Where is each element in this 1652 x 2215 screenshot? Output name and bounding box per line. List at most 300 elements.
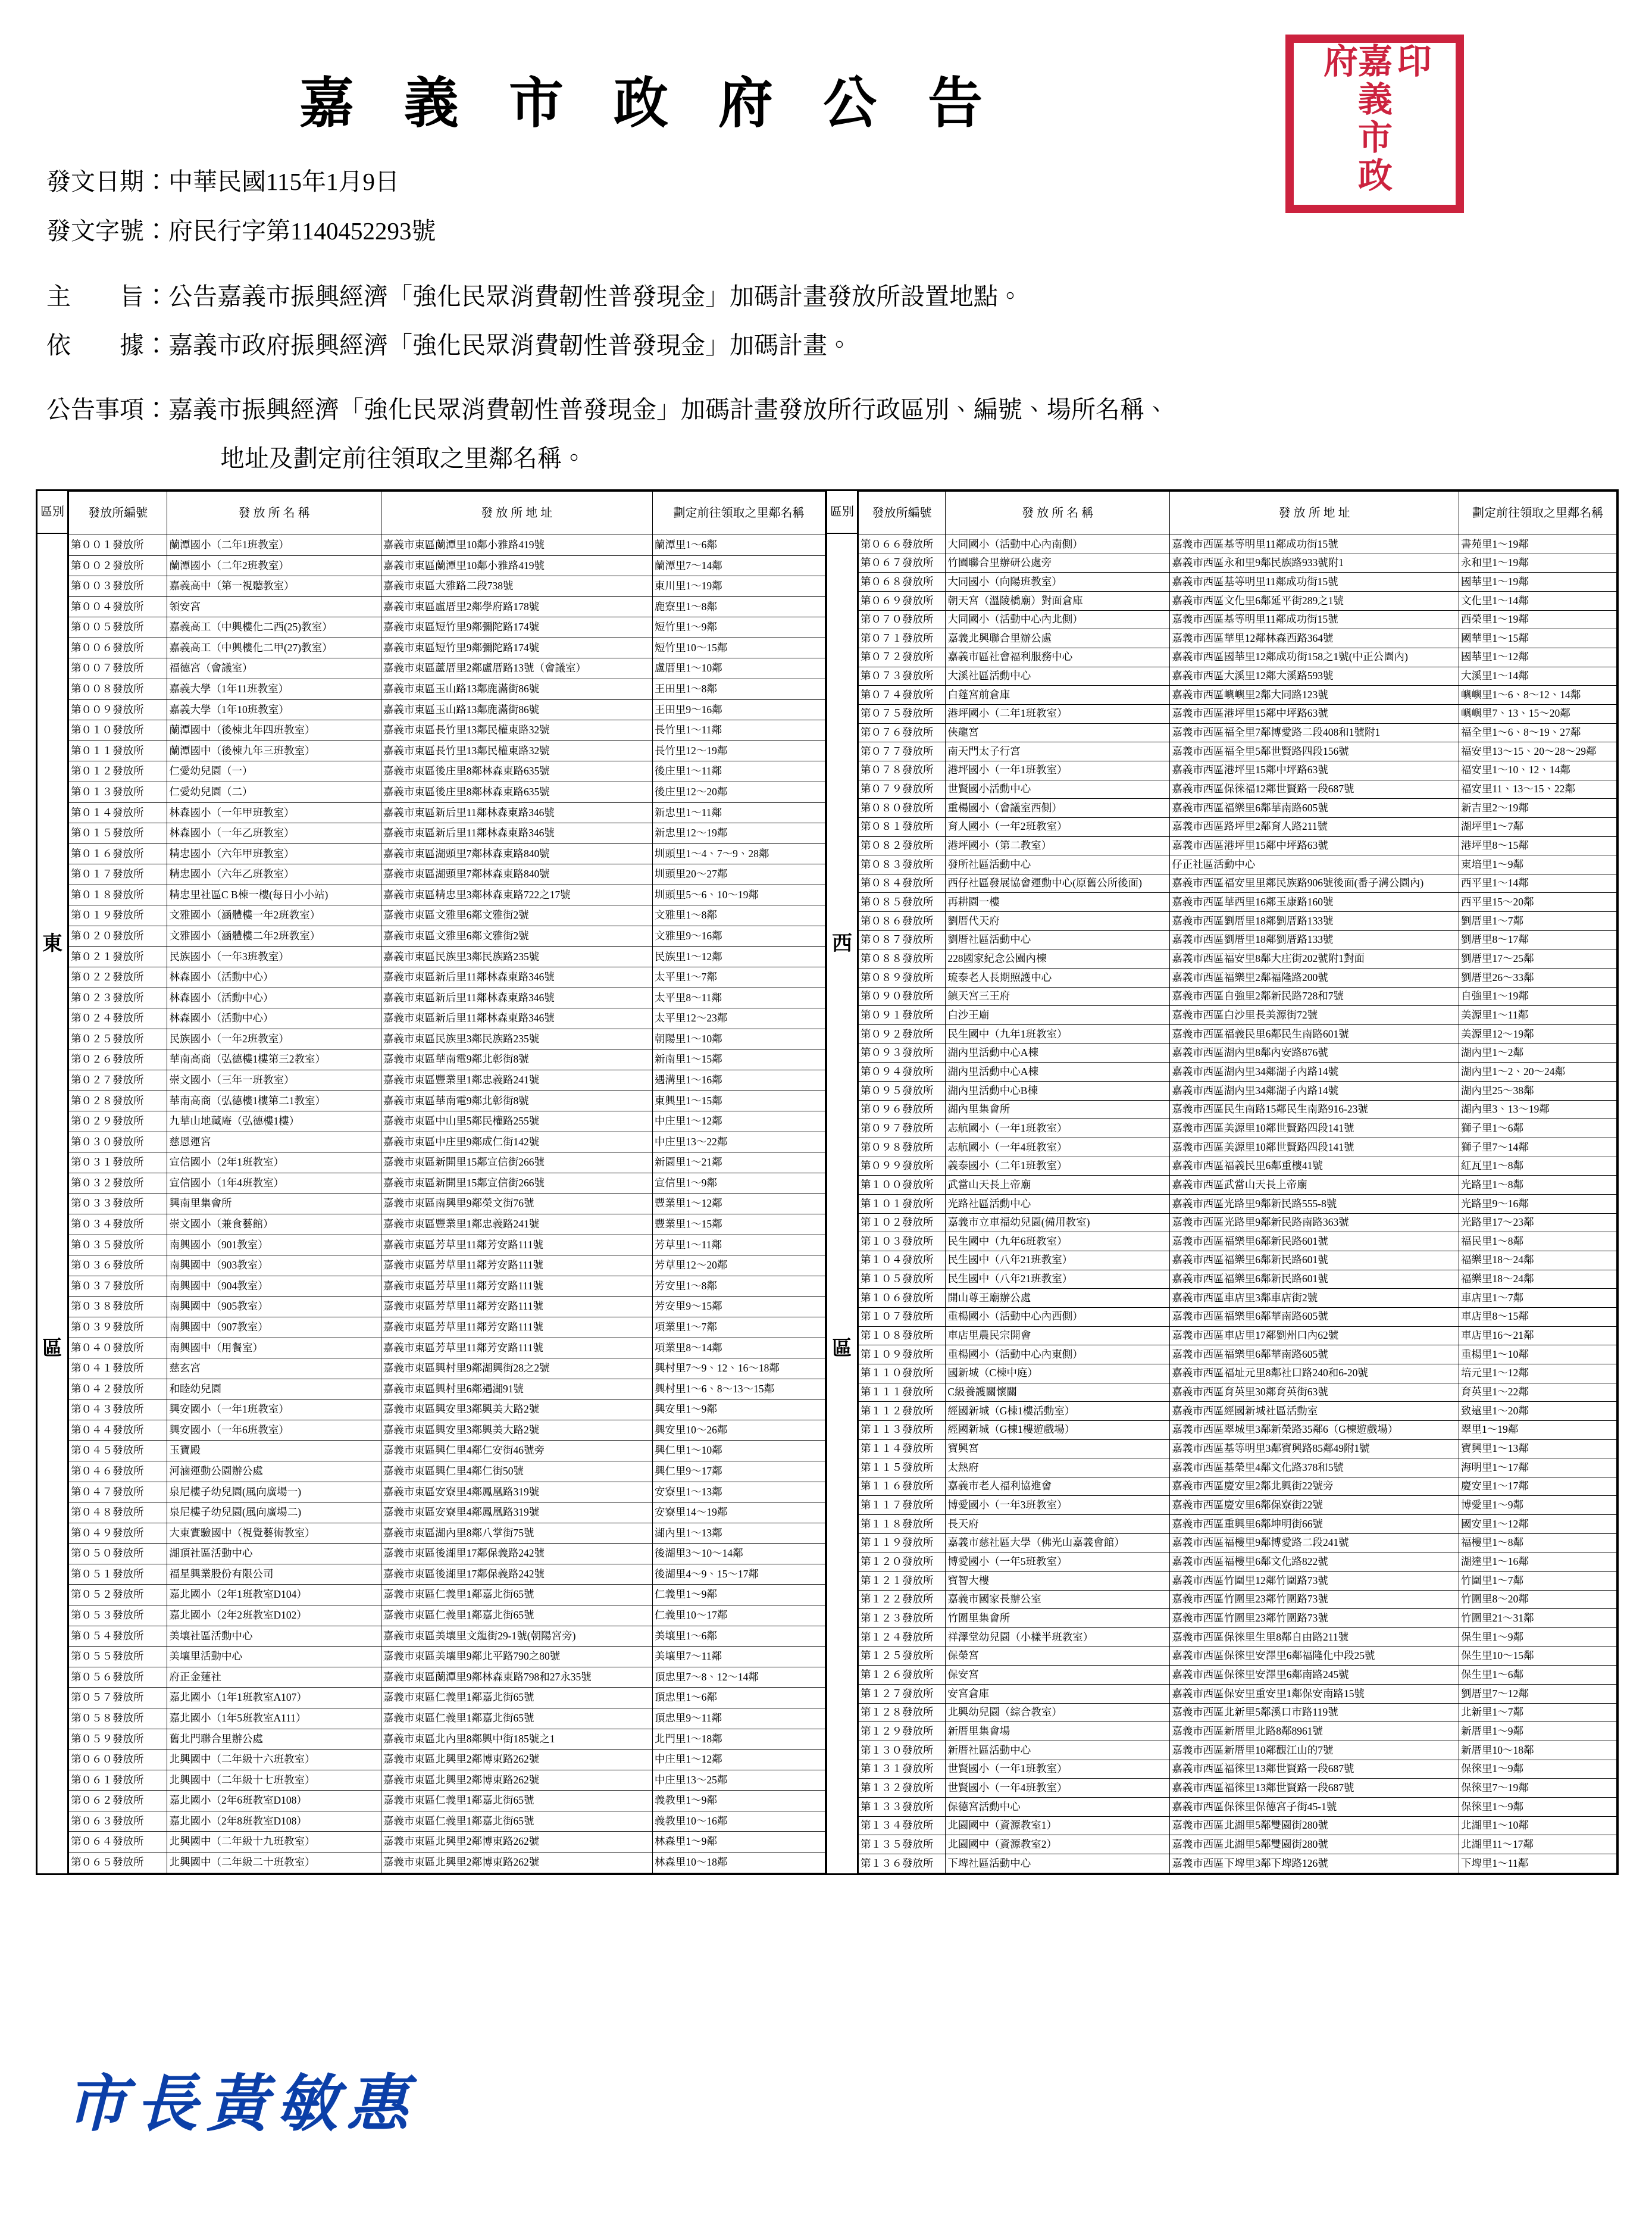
district-header-west — [827, 491, 857, 534]
cell-li-names: 仁義里10～17鄰 — [652, 1605, 825, 1626]
cell-site-no: 第１１０發放所 — [859, 1364, 946, 1383]
cell-site-name: 慈恩運宮 — [167, 1132, 381, 1152]
cell-li-names: 興仁里9～17鄰 — [652, 1461, 825, 1482]
cell-site-name: 保德宮活動中心 — [946, 1797, 1170, 1816]
cell-site-address: 嘉義市東區北興里2鄰博東路262號 — [381, 1749, 652, 1770]
cell-site-name: 大同國小（活動中心內北側） — [946, 610, 1170, 629]
cell-li-names: 福安里11、13～15、22鄰 — [1459, 780, 1617, 799]
cell-li-names: 安寮里1～13鄰 — [652, 1482, 825, 1502]
table-row — [69, 1688, 825, 1708]
cell-li-names: 保生里1～6鄰 — [1459, 1666, 1617, 1685]
cell-site-address: 嘉義市西區福樓里6鄰文化路822號 — [1170, 1552, 1459, 1572]
cell-site-no: 第１０８發放所 — [859, 1326, 946, 1345]
cell-site-address: 嘉義市西區福樂里6鄰新民路601號 — [1170, 1232, 1459, 1251]
cell-site-address: 嘉義市東區蘭潭里10鄰小雅路419號 — [381, 535, 652, 556]
cell-li-names: 湖內里1～2鄰 — [1459, 1044, 1617, 1063]
cell-site-no: 第１１８發放所 — [859, 1515, 946, 1534]
cell-site-name: 仁愛幼兒園（一） — [167, 761, 381, 782]
cell-site-name: 宣信國小（1年4班教室） — [167, 1173, 381, 1194]
cell-site-address: 嘉義市西區湖內里8鄰內安路876號 — [1170, 1044, 1459, 1063]
cell-li-names: 興安里10～26鄰 — [652, 1420, 825, 1441]
cell-site-no: 第０１０發放所 — [69, 720, 167, 741]
cell-site-no: 第１１７發放所 — [859, 1496, 946, 1515]
cell-site-no: 第０１５發放所 — [69, 823, 167, 844]
cell-site-no: 第０４３發放所 — [69, 1399, 167, 1420]
cell-site-address: 嘉義市西區北湖里5鄰雙園街280號 — [1170, 1835, 1459, 1854]
cell-site-name: 重楊國小（會議室西側） — [946, 799, 1170, 818]
table-row — [69, 658, 825, 679]
cell-li-names: 竹圍里1～7鄰 — [1459, 1572, 1617, 1591]
table-row — [69, 864, 825, 885]
cell-site-no: 第１１２發放所 — [859, 1402, 946, 1421]
cell-li-names: 致遠里1～20鄰 — [1459, 1402, 1617, 1421]
cell-site-name: 世賢國小（一年1班教室） — [946, 1760, 1170, 1779]
cell-site-address: 嘉義市東區新開里15鄰宣信街266號 — [381, 1152, 652, 1173]
cell-site-no: 第０８５發放所 — [859, 893, 946, 912]
cell-site-no: 第０６１發放所 — [69, 1770, 167, 1791]
cell-site-address: 嘉義市西區劉厝里18鄰劉厝路133號 — [1170, 912, 1459, 931]
cell-site-no: 第０３１發放所 — [69, 1152, 167, 1173]
cell-site-address: 嘉義市西區湖內里34鄰湖子內路14號 — [1170, 1082, 1459, 1101]
document-number-value: 府民行字第1140452293號 — [168, 217, 436, 245]
cell-site-address: 嘉義市西區慶安里2鄰北興街22號旁 — [1170, 1477, 1459, 1496]
cell-site-address: 嘉義市西區福樂里6鄰新民路601號 — [1170, 1251, 1459, 1270]
cell-site-name: 北園國中（資源教室2） — [946, 1835, 1170, 1854]
cell-site-address: 嘉義市東區湖內里8鄰八掌街75號 — [381, 1523, 652, 1544]
cell-li-names: 興安里1～9鄰 — [652, 1399, 825, 1420]
cell-site-name: 舊北門聯合里辦公處 — [167, 1729, 381, 1749]
table-row — [69, 1708, 825, 1729]
cell-li-names: 福樂里18～24鄰 — [1459, 1270, 1617, 1289]
table-row — [69, 1605, 825, 1626]
cell-site-address: 嘉義市東區豐業里1鄰忠義路241號 — [381, 1070, 652, 1091]
mayor-signature: 市長黃敏惠 — [65, 2067, 417, 2140]
cell-site-name: 大東實驗國中（視覺藝術教室） — [167, 1523, 381, 1544]
cell-li-names: 長竹里1～11鄰 — [652, 720, 825, 741]
cell-site-no: 第０４５發放所 — [69, 1441, 167, 1461]
cell-site-name: 南天門太子行宮 — [946, 742, 1170, 761]
cell-site-no: 第１３４發放所 — [859, 1816, 946, 1835]
cell-site-no: 第０９２發放所 — [859, 1025, 946, 1044]
cell-site-address: 嘉義市東區湖頭里7鄰林森東路840號 — [381, 843, 652, 864]
cell-li-names: 朝陽里1～10鄰 — [652, 1029, 825, 1049]
table-row — [859, 648, 1617, 667]
cell-li-names: 宣信里1～9鄰 — [652, 1173, 825, 1194]
cell-site-address: 嘉義市東區蘭潭里10鄰小雅路419號 — [381, 555, 652, 576]
cell-site-address: 嘉義市西區嶼嶼里2鄰大同路123號 — [1170, 686, 1459, 705]
cell-site-name: 領安宮 — [167, 596, 381, 617]
cell-site-name: 九華山地藏庵（弘德樓1樓） — [167, 1111, 381, 1132]
cell-li-names: 項業里1～7鄰 — [652, 1317, 825, 1338]
cell-site-address: 嘉義市東區玉山路13鄰鹿滿街86號 — [381, 679, 652, 700]
cell-li-names: 育英里1～22鄰 — [1459, 1383, 1617, 1402]
cell-site-name: 白沙王廟 — [946, 1006, 1170, 1025]
cell-site-name: 福德宮（會議室） — [167, 658, 381, 679]
cell-site-name: 保榮宮 — [946, 1647, 1170, 1666]
cell-li-names: 寶興里1～13鄰 — [1459, 1439, 1617, 1458]
cell-li-names: 福安里1～10、12、14鄰 — [1459, 761, 1617, 780]
basis-label: 依 據： — [46, 332, 168, 359]
cell-li-names: 頂忠里7～8、12～14鄰 — [652, 1667, 825, 1688]
cell-site-name: 嘉義市國家長辦公室 — [946, 1590, 1170, 1609]
cell-site-name: 世賢國小（一年4班教室） — [946, 1779, 1170, 1798]
cell-li-names: 長竹里12～19鄰 — [652, 741, 825, 761]
cell-li-names: 芳草里1～11鄰 — [652, 1235, 825, 1255]
cell-li-names: 新園里1～21鄰 — [652, 1152, 825, 1173]
cell-site-name: 西仔社區發展協會運動中心(原舊公所後面) — [946, 874, 1170, 893]
cell-site-name: 北興國中（二年級十九班教室） — [167, 1832, 381, 1852]
cell-site-no: 第０２３發放所 — [69, 988, 167, 1008]
cell-site-no: 第１１６發放所 — [859, 1477, 946, 1496]
cell-site-no: 第００２發放所 — [69, 555, 167, 576]
cell-site-address: 嘉義市西區育英里30鄰育英街63號 — [1170, 1383, 1459, 1402]
table-row — [859, 1515, 1617, 1534]
cell-site-name: 228國家紀念公園內棟 — [946, 949, 1170, 969]
cell-site-address: 嘉義市西區慶安里6鄰保寮街22號 — [1170, 1496, 1459, 1515]
cell-li-names: 北湖里11～17鄰 — [1459, 1835, 1617, 1854]
cell-site-address: 嘉義市西區美源里10鄰世賢路四段141號 — [1170, 1119, 1459, 1138]
district-label-west-2: 區 — [832, 1338, 852, 1360]
table-row — [859, 1383, 1617, 1402]
table-row — [859, 1816, 1617, 1835]
cell-site-name: 蘭潭國小（二年1班教室） — [167, 535, 381, 556]
cell-site-name: 北興國中（二年級十六班教室） — [167, 1749, 381, 1770]
table-row — [69, 843, 825, 864]
cell-li-names: 湖內里3、13～19鄰 — [1459, 1100, 1617, 1119]
cell-site-address: 嘉義市東區芳草里11鄰芳安路111號 — [381, 1317, 652, 1338]
cell-li-names: 劉厝里17～25鄰 — [1459, 949, 1617, 969]
cell-li-names: 芳安里9～15鄰 — [652, 1296, 825, 1317]
cell-li-names: 車店里16～21鄰 — [1459, 1326, 1617, 1345]
cell-site-name: 世賢國小活動中心 — [946, 780, 1170, 799]
cell-li-names: 劉厝里8～17鄰 — [1459, 930, 1617, 949]
table-header-row-west — [859, 492, 1617, 535]
cell-site-no: 第０１４發放所 — [69, 802, 167, 823]
cell-site-no: 第１０１發放所 — [859, 1194, 946, 1213]
cell-site-address: 嘉義市西區國華里12鄰成功街158之1號(中正公園內) — [1170, 648, 1459, 667]
table-row — [69, 1420, 825, 1441]
cell-li-names: 下埤里1～11鄰 — [1459, 1854, 1617, 1873]
cell-site-name: 北興國中（二年級十七班教室） — [167, 1770, 381, 1791]
table-row — [69, 1523, 825, 1544]
table-row — [69, 823, 825, 844]
cell-li-names: 王田里9～16鄰 — [652, 699, 825, 720]
cell-site-no: 第０９９發放所 — [859, 1157, 946, 1176]
cell-site-name: 嘉義高中（第一視聽教室） — [167, 576, 381, 597]
items-line-2 — [220, 446, 586, 471]
cell-site-name: 泉尼樓子幼兒園(風向廣場二) — [167, 1502, 381, 1523]
table-row — [69, 1379, 825, 1399]
cell-li-names: 書苑里1～19鄰 — [1459, 535, 1617, 554]
table-row — [69, 1585, 825, 1605]
cell-site-address: 嘉義市西區湖內里34鄰湖子內路14號 — [1170, 1063, 1459, 1082]
cell-site-name: 精忠國小（六年甲班教室） — [167, 843, 381, 864]
subject-label: 主 旨： — [46, 283, 168, 310]
cell-site-address: 嘉義市東區美壤里9鄰北平路790之80號 — [381, 1647, 652, 1667]
cell-site-address: 嘉義市東區中庄里9鄰成仁街142號 — [381, 1132, 652, 1152]
col-header-name-east: 發 放 所 名 稱 — [167, 492, 381, 535]
cell-site-no: 第０５９發放所 — [69, 1729, 167, 1749]
table-row — [69, 1729, 825, 1749]
cell-site-address: 嘉義市西區福安里里鄰民族路906號後面(番子溝公園內) — [1170, 874, 1459, 893]
cell-site-address: 嘉義市西區福址元里8鄰社口路240和6-20號 — [1170, 1364, 1459, 1383]
cell-site-name: 大同國小（向陽班教室） — [946, 573, 1170, 592]
cell-site-no: 第０６５發放所 — [69, 1852, 167, 1873]
cell-site-address: 嘉義市西區福義民里6鄰重樓41號 — [1170, 1157, 1459, 1176]
cell-site-no: 第０４９發放所 — [69, 1523, 167, 1544]
cell-li-names: 太平里8～11鄰 — [652, 988, 825, 1008]
cell-li-names: 湖達里1～16鄰 — [1459, 1552, 1617, 1572]
cell-site-address: 嘉義市西區福樂里2鄰福隆路200號 — [1170, 969, 1459, 988]
cell-site-name: 港坪國小（一年1班教室） — [946, 761, 1170, 780]
cell-li-names: 竹圍里21～31鄰 — [1459, 1609, 1617, 1628]
cell-site-address: 嘉義市西區港坪里15鄰中坪路63號 — [1170, 704, 1459, 723]
table-row — [69, 576, 825, 597]
cell-site-no: 第０４６發放所 — [69, 1461, 167, 1482]
cell-site-address: 嘉義市東區華南電9鄰北彰街8號 — [381, 1091, 652, 1111]
cell-site-no: 第１２１發放所 — [859, 1572, 946, 1591]
cell-li-names: 新南里1～15鄰 — [652, 1049, 825, 1070]
cell-site-no: 第１３５發放所 — [859, 1835, 946, 1854]
table-row — [69, 1276, 825, 1296]
subject-line — [46, 285, 1022, 309]
table-row — [859, 874, 1617, 893]
cell-site-no: 第０５２發放所 — [69, 1585, 167, 1605]
cell-li-names: 東興里1～15鄰 — [652, 1091, 825, 1111]
cell-site-address: 嘉義市西區保安里重安里1鄰保安南路15號 — [1170, 1685, 1459, 1704]
cell-li-names: 王田里1～8鄰 — [652, 679, 825, 700]
cell-site-name: 博愛國小（一年5班教室） — [946, 1552, 1170, 1572]
table-row — [859, 1251, 1617, 1270]
cell-site-no: 第０２５發放所 — [69, 1029, 167, 1049]
table-row — [69, 905, 825, 926]
cell-site-address: 嘉義市東區北興里2鄰博東路262號 — [381, 1770, 652, 1791]
cell-li-names: 國華里1～15鄰 — [1459, 629, 1617, 648]
cell-site-no: 第０６６發放所 — [859, 535, 946, 554]
cell-site-name: 府正金蓮社 — [167, 1667, 381, 1688]
document-number-label: 發文字號： — [46, 217, 168, 245]
table-row — [69, 1811, 825, 1832]
table-row — [859, 1647, 1617, 1666]
table-row — [69, 1441, 825, 1461]
table-row — [859, 780, 1617, 799]
table-row — [69, 741, 825, 761]
table-west — [858, 491, 1617, 1873]
cell-site-name: 精忠國小（六年乙班教室） — [167, 864, 381, 885]
cell-site-no: 第１２０發放所 — [859, 1552, 946, 1572]
district-header-east — [37, 491, 67, 534]
cell-site-no: 第０３２發放所 — [69, 1173, 167, 1194]
cell-site-name: 華南高商（弘德樓1樓第三2教室） — [167, 1049, 381, 1070]
table-row — [859, 1138, 1617, 1157]
table-row — [69, 1338, 825, 1358]
cell-site-name: 嘉北國小（2年6班教室D108） — [167, 1791, 381, 1811]
cell-site-address: 嘉義市西區經國新城社區活動室 — [1170, 1402, 1459, 1421]
cell-site-address: 嘉義市西區車店里17鄰劉州口內62號 — [1170, 1326, 1459, 1345]
cell-li-names: 後湖里4～9、15～17鄰 — [652, 1564, 825, 1585]
table-row — [69, 782, 825, 802]
cell-site-no: 第０１３發放所 — [69, 782, 167, 802]
cell-site-no: 第００８發放所 — [69, 679, 167, 700]
cell-site-name: 經國新城（G棟1樓遊戲場） — [946, 1420, 1170, 1439]
cell-li-names: 北門里1～18鄰 — [652, 1729, 825, 1749]
cell-li-names: 中庄里13～25鄰 — [652, 1770, 825, 1791]
table-row — [859, 987, 1617, 1006]
cell-site-address: 嘉義市東區新后里11鄰林森東路346號 — [381, 988, 652, 1008]
official-seal — [1285, 35, 1464, 213]
cell-li-names: 劉厝里1～7鄰 — [1459, 912, 1617, 931]
cell-site-address: 嘉義市東區後庄里8鄰林森東路635號 — [381, 761, 652, 782]
cell-site-address: 嘉義市東區豐業里1鄰忠義路241號 — [381, 1214, 652, 1235]
cell-site-name: 泉尼樓子幼兒園(風向廣場一) — [167, 1482, 381, 1502]
district-column-east — [37, 491, 68, 1873]
table-row — [859, 799, 1617, 818]
table-row — [69, 1008, 825, 1029]
cell-site-address: 嘉義市西區福徠里13鄰世賢路一段687號 — [1170, 1779, 1459, 1798]
cell-site-name: 嘉北國小（1年1班教室A107） — [167, 1688, 381, 1708]
items-value-2: 地址及劃定前往領取之里鄰名稱。 — [220, 445, 586, 472]
cell-site-address: 嘉義市東區興安里3鄰興美大路2號 — [381, 1420, 652, 1441]
cell-site-name: 新厝里集會場 — [946, 1722, 1170, 1741]
cell-site-no: 第１１４發放所 — [859, 1439, 946, 1458]
cell-site-address: 嘉義市西區白沙里長美源街72號 — [1170, 1006, 1459, 1025]
cell-site-address: 嘉義市西區竹圍里12鄰竹圍路73號 — [1170, 1572, 1459, 1591]
cell-li-names: 培元里1～12鄰 — [1459, 1364, 1617, 1383]
cell-li-names: 圳頭里20～27鄰 — [652, 864, 825, 885]
cell-li-names: 新厝里10～18鄰 — [1459, 1741, 1617, 1760]
cell-site-name: 蘭潭國小（二年2班教室） — [167, 555, 381, 576]
cell-site-name: C級養護關懷關 — [946, 1383, 1170, 1402]
cell-li-names: 蘭潭里7～14鄰 — [652, 555, 825, 576]
cell-li-names: 港坪里8～15鄰 — [1459, 836, 1617, 855]
cell-site-address: 嘉義市西區下埤里3鄰下埤路126號 — [1170, 1854, 1459, 1873]
cell-site-address: 嘉義市東區盧厝里2鄰學府路178號 — [381, 596, 652, 617]
cell-site-name: 嘉義市立車福幼兒園(備用教室) — [946, 1213, 1170, 1232]
cell-site-no: 第１１９發放所 — [859, 1533, 946, 1552]
cell-site-no: 第０４０發放所 — [69, 1338, 167, 1358]
cell-li-names: 中庄里1～12鄰 — [652, 1749, 825, 1770]
cell-site-name: 嘉義北興聯合里辦公處 — [946, 629, 1170, 648]
table-row — [859, 1477, 1617, 1496]
table-row — [859, 836, 1617, 855]
cell-site-name: 嘉義市老人福利協進會 — [946, 1477, 1170, 1496]
cell-site-name: 志航國小（一年1班教室） — [946, 1119, 1170, 1138]
cell-site-name: 興安國小（一年6班教室） — [167, 1420, 381, 1441]
table-row — [859, 1722, 1617, 1741]
table-row — [69, 1091, 825, 1111]
cell-site-no: 第０４１發放所 — [69, 1358, 167, 1379]
cell-site-name: 開山尊王廟辦公處 — [946, 1289, 1170, 1308]
table-row — [859, 629, 1617, 648]
cell-site-name: 保安宮 — [946, 1666, 1170, 1685]
cell-site-no: 第０９７發放所 — [859, 1119, 946, 1138]
cell-site-name: 南興國中（907教室） — [167, 1317, 381, 1338]
cell-site-address: 嘉義市東區北內里8鄰興中街185號之1 — [381, 1729, 652, 1749]
table-header-row-east — [69, 492, 825, 535]
cell-site-no: 第０５３發放所 — [69, 1605, 167, 1626]
table-row — [69, 1544, 825, 1564]
cell-site-name: 港坪國小（二年1班教室） — [946, 704, 1170, 723]
cell-site-name: 劉厝代天府 — [946, 912, 1170, 931]
cell-site-no: 第１２８發放所 — [859, 1703, 946, 1722]
cell-site-no: 第０５６發放所 — [69, 1667, 167, 1688]
cell-site-no: 第０８７發放所 — [859, 930, 946, 949]
cell-li-names: 獅子里7～14鄰 — [1459, 1138, 1617, 1157]
cell-site-name: 港坪國小（第二教室） — [946, 836, 1170, 855]
table-row — [859, 535, 1617, 554]
seal-text-col-2: 印 — [1391, 43, 1432, 81]
cell-li-names: 興仁里1～10鄰 — [652, 1441, 825, 1461]
cell-site-no: 第０１８發放所 — [69, 885, 167, 905]
cell-site-no: 第０７６發放所 — [859, 723, 946, 742]
cell-site-name: 北興國中（二年級二十班教室） — [167, 1852, 381, 1873]
table-row — [859, 1496, 1617, 1515]
table-row — [859, 1025, 1617, 1044]
cell-site-name: 仁愛幼兒園（二） — [167, 782, 381, 802]
table-row — [859, 1760, 1617, 1779]
cell-li-names: 義教里10～16鄰 — [652, 1811, 825, 1832]
cell-li-names: 芳草里12～20鄰 — [652, 1255, 825, 1276]
table-row — [69, 699, 825, 720]
district-body-west — [827, 534, 857, 1873]
cell-site-address: 嘉義市西區港坪里15鄰中坪路63號 — [1170, 836, 1459, 855]
cell-site-no: 第０３８發放所 — [69, 1296, 167, 1317]
cell-site-address: 嘉義市西區基等明里11鄰成功街15號 — [1170, 610, 1459, 629]
table-row — [859, 930, 1617, 949]
cell-li-names: 太平里1～7鄰 — [652, 967, 825, 988]
table-row — [859, 1572, 1617, 1591]
cell-site-name: 博愛國小（一年3班教室） — [946, 1496, 1170, 1515]
cell-li-names: 頂忠里1～6鄰 — [652, 1688, 825, 1708]
items-label: 公告事項： — [46, 396, 168, 423]
district-header-text-east-1: 區別 — [40, 505, 64, 518]
cell-li-names: 車店里8～15鄰 — [1459, 1307, 1617, 1326]
cell-site-address: 嘉義市東區後湖里17鄰保義路242號 — [381, 1544, 652, 1564]
table-row — [69, 926, 825, 946]
cell-site-address: 嘉義市東區新后里11鄰林森東路346號 — [381, 802, 652, 823]
cell-site-no: 第０２０發放所 — [69, 926, 167, 946]
cell-site-no: 第０７９發放所 — [859, 780, 946, 799]
cell-site-name: 竹圍里集會所 — [946, 1609, 1170, 1628]
table-row — [859, 1590, 1617, 1609]
cell-site-name: 崇文國小（三年一班教室） — [167, 1070, 381, 1091]
district-label-east-1: 東 — [42, 933, 62, 955]
cell-site-name: 寶智大樓 — [946, 1572, 1170, 1591]
cell-site-address: 嘉義市西區竹圍里23鄰竹圍路73號 — [1170, 1590, 1459, 1609]
cell-li-names: 美壤里7～11鄰 — [652, 1647, 825, 1667]
cell-site-no: 第０３５發放所 — [69, 1235, 167, 1255]
table-row — [859, 723, 1617, 742]
table-row — [859, 1628, 1617, 1647]
cell-li-names: 美壤里1～6鄰 — [652, 1626, 825, 1647]
cell-li-names: 仁義里1～9鄰 — [652, 1585, 825, 1605]
table-row — [69, 967, 825, 988]
cell-site-no: 第００１發放所 — [69, 535, 167, 556]
cell-site-no: 第０６７發放所 — [859, 554, 946, 573]
cell-li-names: 中庄里1～12鄰 — [652, 1111, 825, 1132]
cell-site-name: 琉泰老人長期照護中心 — [946, 969, 1170, 988]
cell-site-address: 嘉義市西區保徠里生里8鄰自由路211號 — [1170, 1628, 1459, 1647]
table-row — [69, 1173, 825, 1194]
cell-site-no: 第０９１發放所 — [859, 1006, 946, 1025]
cell-site-name: 河滷運動公園辦公處 — [167, 1461, 381, 1482]
table-row — [859, 1835, 1617, 1854]
cell-site-address: 嘉義市西區福樂里6鄰華南路605號 — [1170, 1345, 1459, 1364]
cell-li-names: 後湖里3～10～14鄰 — [652, 1544, 825, 1564]
col-header-addr-east: 發 放 所 地 址 — [381, 492, 652, 535]
cell-site-no: 第０５５發放所 — [69, 1647, 167, 1667]
cell-site-no: 第００５發放所 — [69, 617, 167, 638]
